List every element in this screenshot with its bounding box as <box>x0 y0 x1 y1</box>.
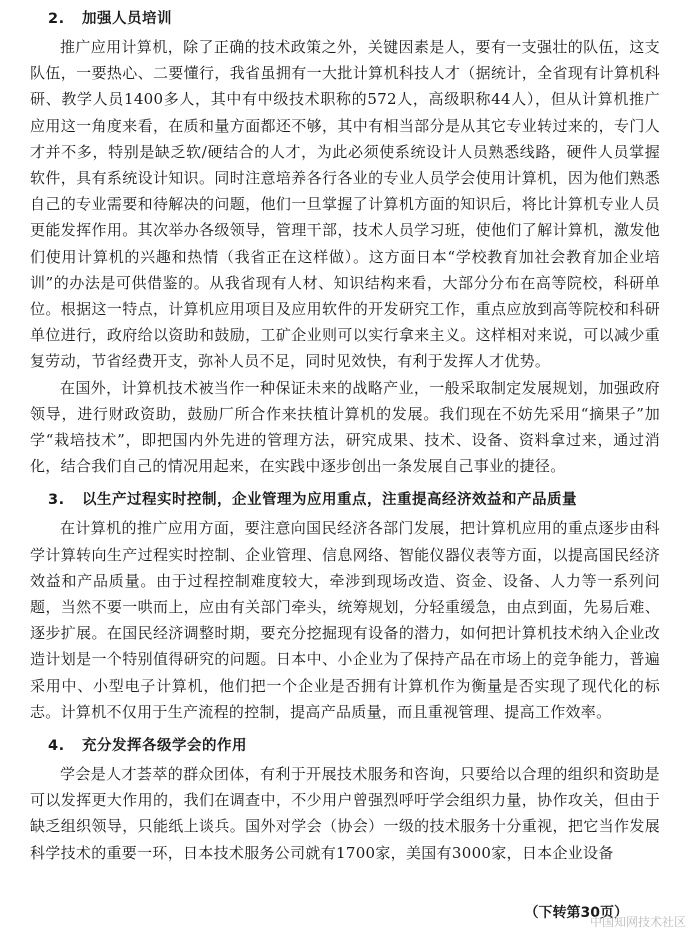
section-number: 4. <box>48 738 65 755</box>
continuation-note: （下转第30页） <box>524 905 628 921</box>
section-number: 3. <box>48 492 65 509</box>
section-title: 以生产过程实时控制，企业管理为应用重点，注重提高经济效益和产品质量 <box>82 492 577 509</box>
section-4 <box>30 735 660 866</box>
section-3 <box>30 489 660 725</box>
section-heading <box>30 735 660 757</box>
section-title: 加强人员培训 <box>82 11 172 27</box>
section-2 <box>30 8 660 479</box>
section-heading <box>30 489 660 511</box>
paragraph: 在计算机的推广应用方面，要注意向国民经济各部门发展，把计算机应用的重点逐步由科学计算转向生产过程实时控制、企业管理、信息网络、智能仪器仪表等方面，以提高国民经济效益和产品质量。由于过程控制难度较大，牵涉到现场改造、资金、设备、人力等一系列问题，当然不要一哄而上，应由有关部门牵头，统筹规划，分轻重缓急，由点到面，先易后难、逐步扩展。在国民经济调整时期，要充分挖掘现有设备的潜力，如何把计算机技术纳入企业改造计划是一个特别值得研究的问题。日本中、小企业为了保持产品在市场上的竞争能力，普遍采用中、小型电子计算机，他们把一个企业是否拥有计算机作为衡量是否实现了现代化的标志。计算机不仅用于生产流程的控制，提高产品质量，而且重视管理、提高工作效率。 <box>30 519 660 721</box>
paragraph: 学会是人才荟萃的群众团体，有利于开展技术服务和咨询，只要给以合理的组织和资助是可以发挥更大作用的，我们在调查中，不少用户曾强烈呼吁学会组织力量，协作攻关，但由于缺乏组织领导，只能纸上谈兵。国外对学会（协会）一级的技术服务十分重视，把它当作发展科学技术的重要一环，日本技术服务公司就有1700家，美国有3000家，日本企业设备 <box>30 765 660 862</box>
paragraph: 在国外，计算机技术被当作一种保证未来的战略产业，一般采取制定发展规划，加强政府领导，进行财政资助，鼓励厂所合作来扶植计算机的发展。我们现在不妨先采用“摘果子”加学“栽培技术”，即把国内外先进的管理方法，研究成果、技术、设备、资料拿过来，通过消化，结合我们自己的情况用起来，在实践中逐步创出一条发展自己事业的捷径。 <box>30 378 660 476</box>
watermark: 中国知网技术社区 <box>589 915 686 929</box>
section-number: 2. <box>48 11 65 27</box>
section-heading <box>30 8 660 30</box>
paragraph: 推广应用计算机，除了正确的技术政策之外，关键因素是人，要有一支强壮的队伍，这支队伍，一要热心、二要懂行，我省虽拥有一大批计算机科技人才（据统计，全省现有计算机科研、教学人员1400多人，其中有中级技术职称的572人，高级职称44人），但从计算机推广应用这一角度来看，在质和量方面都还不够，其中有相当部分是从其它专业转过来的，专门人才并不多，特别是缺乏软/硬结合的人才，为此必须使系统设计人员熟悉线路，硬件人员掌握软件，具有系统设计知识。同时注意培养各行各业的专业人员学会使用计算机，因为他们熟悉自己的专业需要和待解决的问题，他们一旦掌握了计算机方面的知识后，将比计算机专业人员更能发挥作用。其次举办各级领导，管理干部，技术人员学习班，使他们了解计算机，激发他们使用计算机的兴趣和热情（我省正在这样做）。这方面日本“学校教育加社会教育加企业培训”的办法是可供借鉴的。从我省现有人材、知识结构来看，大部分分布在高等院校，科研单位。根据这一特点，计算机应用项目及应用软件的开发研究工作，重点应放到高等院校和科研单位进行，政府给以资助和鼓励，工矿企业则可以实行拿来主义。这样相对来说，可以减少重复劳动，节省经费开支，弥补人员不足，同时见效快，有利于发挥人才优势。 <box>30 38 660 371</box>
section-title: 充分发挥各级学会的作用 <box>82 738 247 755</box>
